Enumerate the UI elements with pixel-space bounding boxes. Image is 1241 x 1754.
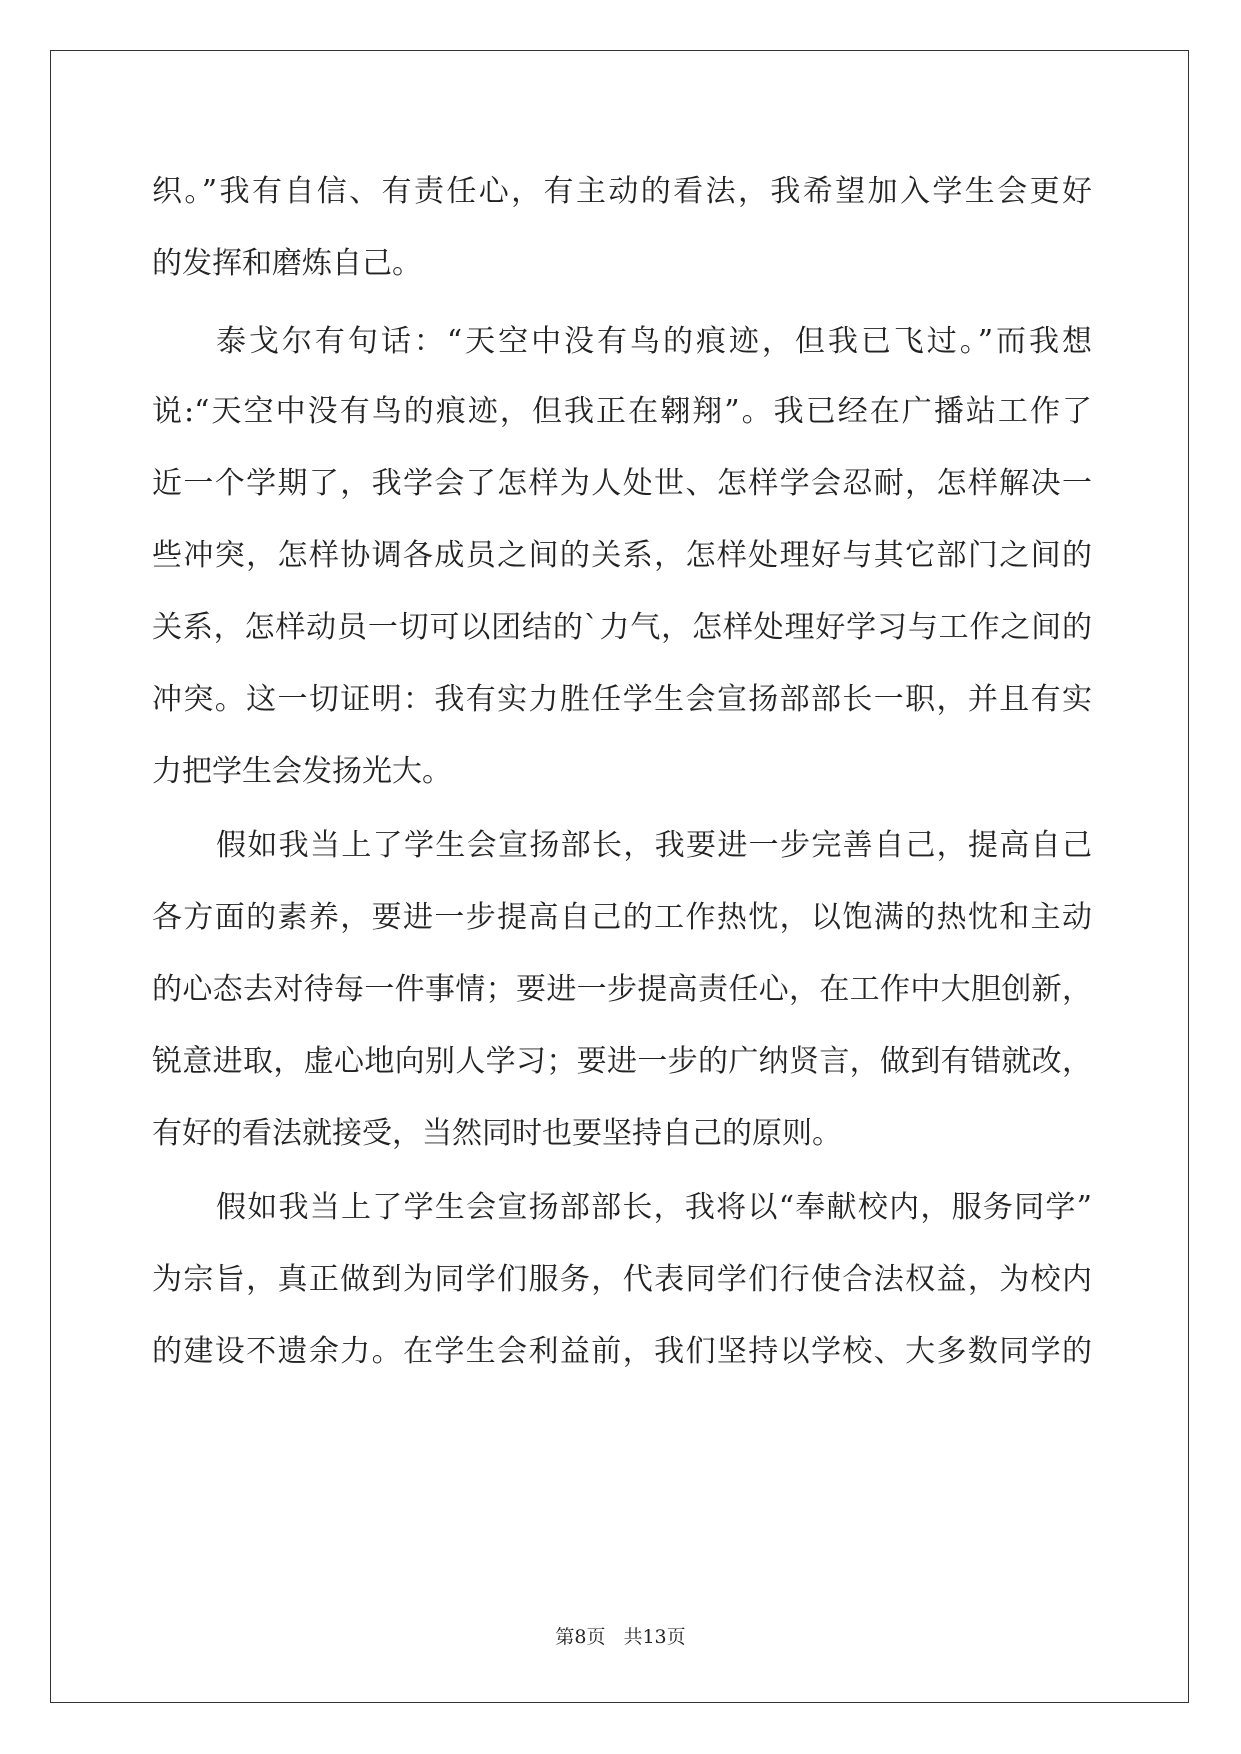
text-line: 的发挥和磨炼自己。 (152, 246, 422, 281)
text-line: 假如我当上了学生会宣扬部长，我要进一步完善自己，提高自己 (216, 828, 1092, 863)
text-line: 有好的看法就接受，当然同时也要坚持自己的原则。 (152, 1116, 842, 1151)
text-line: 关系，怎样动员一切可以团结的`力气，怎样处理好学习与工作之间的 (152, 610, 1092, 645)
text-line: 织。”我有自信、有责任心，有主动的看法，我希望加入学生会更好 (152, 174, 1092, 209)
total-page-count: 共13页 (623, 1626, 686, 1648)
current-page-number: 第8页 (555, 1626, 606, 1648)
text-line: 冲突。这一切证明：我有实力胜任学生会宣扬部部长一职，并且有实 (152, 682, 1092, 717)
text-line: 近一个学期了，我学会了怎样为人处世、怎样学会忍耐，怎样解决一 (152, 466, 1092, 501)
text-line: 各方面的素养，要进一步提高自己的工作热忱，以饱满的热忱和主动 (152, 900, 1092, 935)
text-line: 力把学生会发扬光大。 (152, 754, 452, 789)
text-line: 锐意进取，虚心地向别人学习；要进一步的广纳贤言，做到有错就改， (152, 1044, 1092, 1079)
text-line: 些冲突，怎样协调各成员之间的关系，怎样处理好与其它部门之间的 (152, 538, 1092, 573)
text-line: 假如我当上了学生会宣扬部部长，我将以“奉献校内，服务同学” (216, 1190, 1092, 1225)
text-line: 泰戈尔有句话：“天空中没有鸟的痕迹，但我已飞过。”而我想 (216, 324, 1092, 359)
text-line: 为宗旨，真正做到为同学们服务，代表同学们行使合法权益，为校内 (152, 1262, 1092, 1297)
page-footer (0, 1622, 1241, 1652)
page-border (50, 50, 1189, 1703)
text-line: 的心态去对待每一件事情；要进一步提高责任心，在工作中大胆创新， (152, 972, 1092, 1007)
text-line: 说:“天空中没有鸟的痕迹，但我正在翱翔”。我已经在广播站工作了 (152, 394, 1092, 429)
text-line: 的建设不遗余力。在学生会利益前，我们坚持以学校、大多数同学的 (152, 1334, 1092, 1369)
